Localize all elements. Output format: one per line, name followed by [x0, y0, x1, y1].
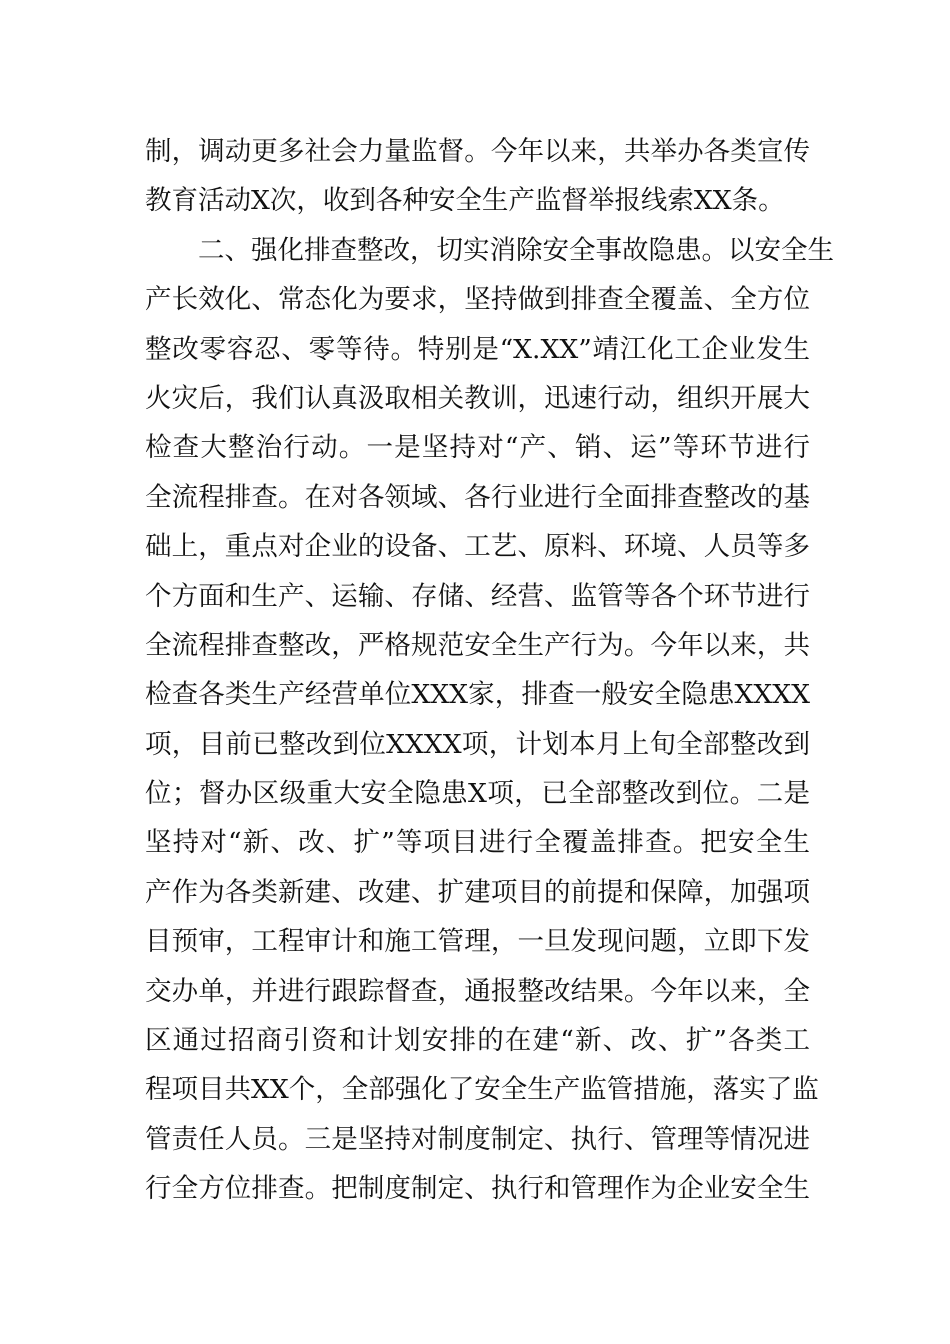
body-text: [145, 127, 834, 1214]
text-line: 整改零容忍、零等待。特别是“X.XX”靖江化工企业发生: [145, 333, 810, 365]
text-line: 区通过招商引资和计划安排的在建“新、改、扩”各类工: [145, 1025, 810, 1057]
text-line: 个方面和生产、运输、存储、经营、监管等各个环节进行: [145, 580, 810, 612]
text-line: 检查各类生产经营单位XXX家，排查一般安全隐患XXXX: [145, 679, 810, 711]
text-line: 检查大整治行动。一是坚持对“产、销、运”等环节进行: [145, 432, 810, 464]
text-line: 项，目前已整改到位XXXX项，计划本月上旬全部整改到: [145, 728, 810, 760]
text-line: 制，调动更多社会力量监督。今年以来，共举办各类宣传: [145, 136, 810, 167]
text-line: 产长效化、常态化为要求，坚持做到排查全覆盖、全方位: [145, 284, 810, 316]
text-line: 交办单，并进行跟踪督查，通报整改结果。今年以来，全: [145, 975, 810, 1007]
text-line: 管责任人员。三是坚持对制度制定、执行、管理等情况进: [145, 1123, 810, 1155]
section-heading-line: 二、强化排查整改，切实消除安全事故隐患。以安全生: [198, 234, 834, 266]
text-line: 产作为各类新建、改建、扩建项目的前提和保障，加强项: [145, 876, 810, 908]
text-line: 全流程排查整改，严格规范安全生产行为。今年以来，共: [145, 629, 810, 661]
text-line: 程项目共XX个，全部强化了安全生产监管措施，落实了监: [145, 1074, 819, 1106]
text-line: 行全方位排查。把制度制定、执行和管理作为企业安全生: [145, 1173, 810, 1205]
text-line: 位；督办区级重大安全隐患X项，已全部整改到位。二是: [145, 778, 810, 810]
text-line: 教育活动X次，收到各种安全生产监督举报线索XX条。: [145, 185, 785, 217]
text-line: 全流程排查。在对各领域、各行业进行全面排查整改的基: [145, 481, 810, 513]
text-line: 火灾后，我们认真汲取相关教训，迅速行动，组织开展大: [145, 382, 810, 414]
text-line: 坚持对“新、改、扩”等项目进行全覆盖排查。把安全生: [145, 827, 810, 859]
text-line: 础上，重点对企业的设备、工艺、原料、环境、人员等多: [145, 531, 810, 563]
text-line: 目预审，工程审计和施工管理，一旦发现问题，立即下发: [145, 926, 810, 958]
